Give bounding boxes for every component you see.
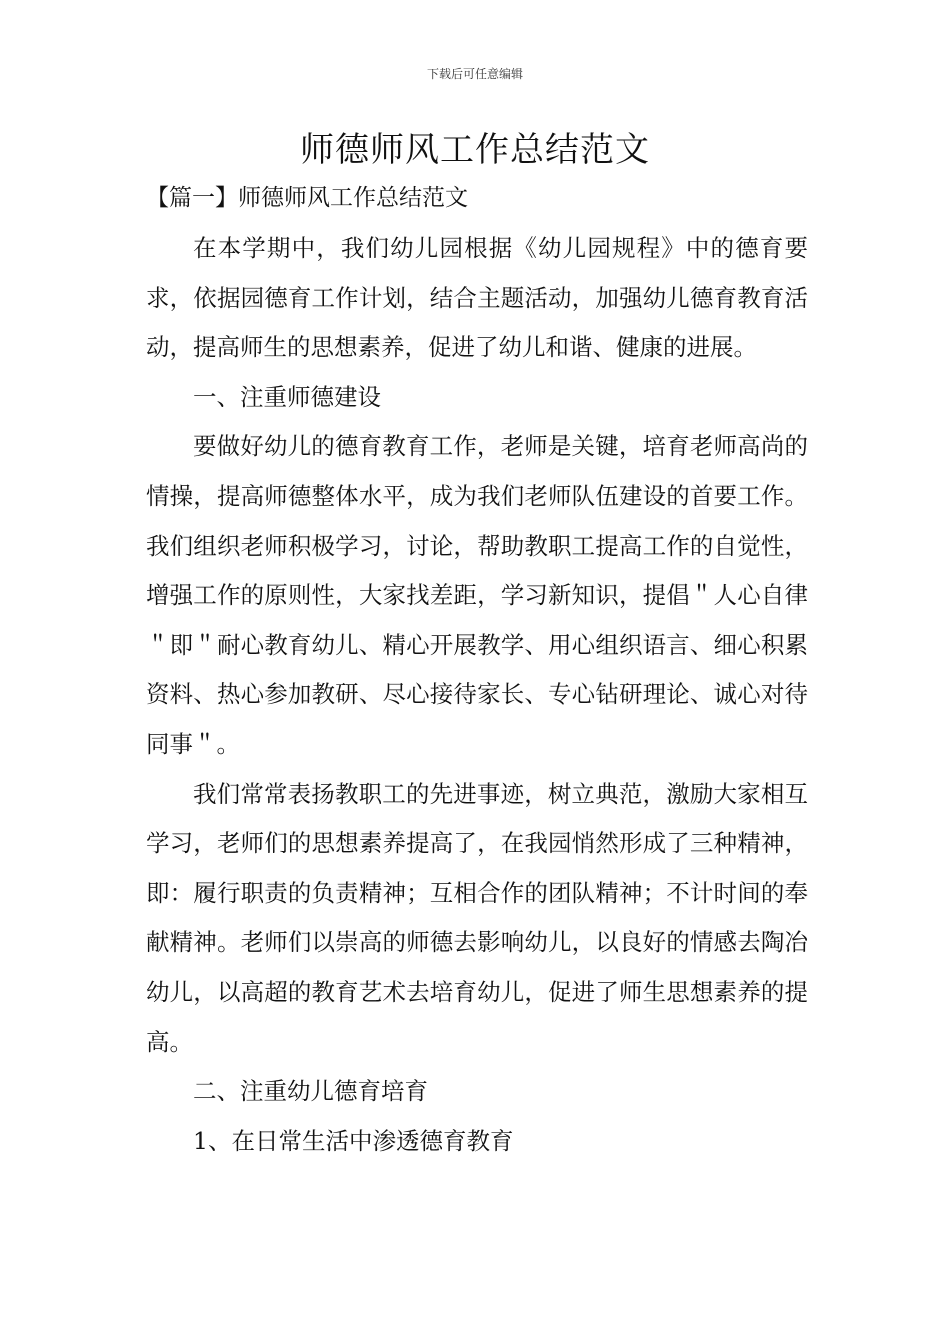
section-heading: 【篇一】师德师风工作总结范文 bbox=[146, 185, 468, 211]
subheading-teacher-ethics: 一、注重师德建设 bbox=[193, 382, 381, 411]
paragraph-intro: 在本学期中，我们幼儿园根据《幼儿园规程》中的德育要求，依据园德育工作计划，结合主题活动，加强幼儿德育教育活动，提高师生的思想素养，促进了幼儿和谐、健康的进展。 bbox=[146, 234, 808, 362]
subheading-daily-life: 1、在日常生活中渗透德育教育 bbox=[193, 1126, 514, 1155]
subheading-child-moral-education: 二、注重幼儿德育培育 bbox=[193, 1077, 428, 1106]
page-header-note: 下载后可任意编辑 bbox=[426, 67, 523, 81]
paragraph-teacher-ethics: 要做好幼儿的德育教育工作，老师是关键，培育老师高尚的情操，提高师德整体水平，成为我们老师队伍建设的首要工作。我们组织老师积极学习，讨论，帮助教职工提高工作的自觉性，增强工作的原则性，大家找差距，学习新知识，提倡＂人心自律＂即＂耐心教育幼儿、精心开展教学、用心组织语言、细心积累资料、热心参加教研、尽心接待家长、专心钻研理论、诚心对待同事＂。 bbox=[146, 432, 808, 758]
paragraph-role-models: 我们常常表扬教职工的先进事迹，树立典范，激励大家相互学习，老师们的思想素养提高了，在我园悄然形成了三种精神，即：履行职责的负责精神；互相合作的团队精神；不计时间的奉献精神。老师们以崇高的师德去影响幼儿，以良好的情感去陶冶幼儿，以高超的教育艺术去培育幼儿，促进了师生思想素养的提高。 bbox=[146, 779, 808, 1056]
document-body bbox=[146, 224, 808, 1166]
document-title: 师德师风工作总结范文 bbox=[300, 130, 650, 170]
